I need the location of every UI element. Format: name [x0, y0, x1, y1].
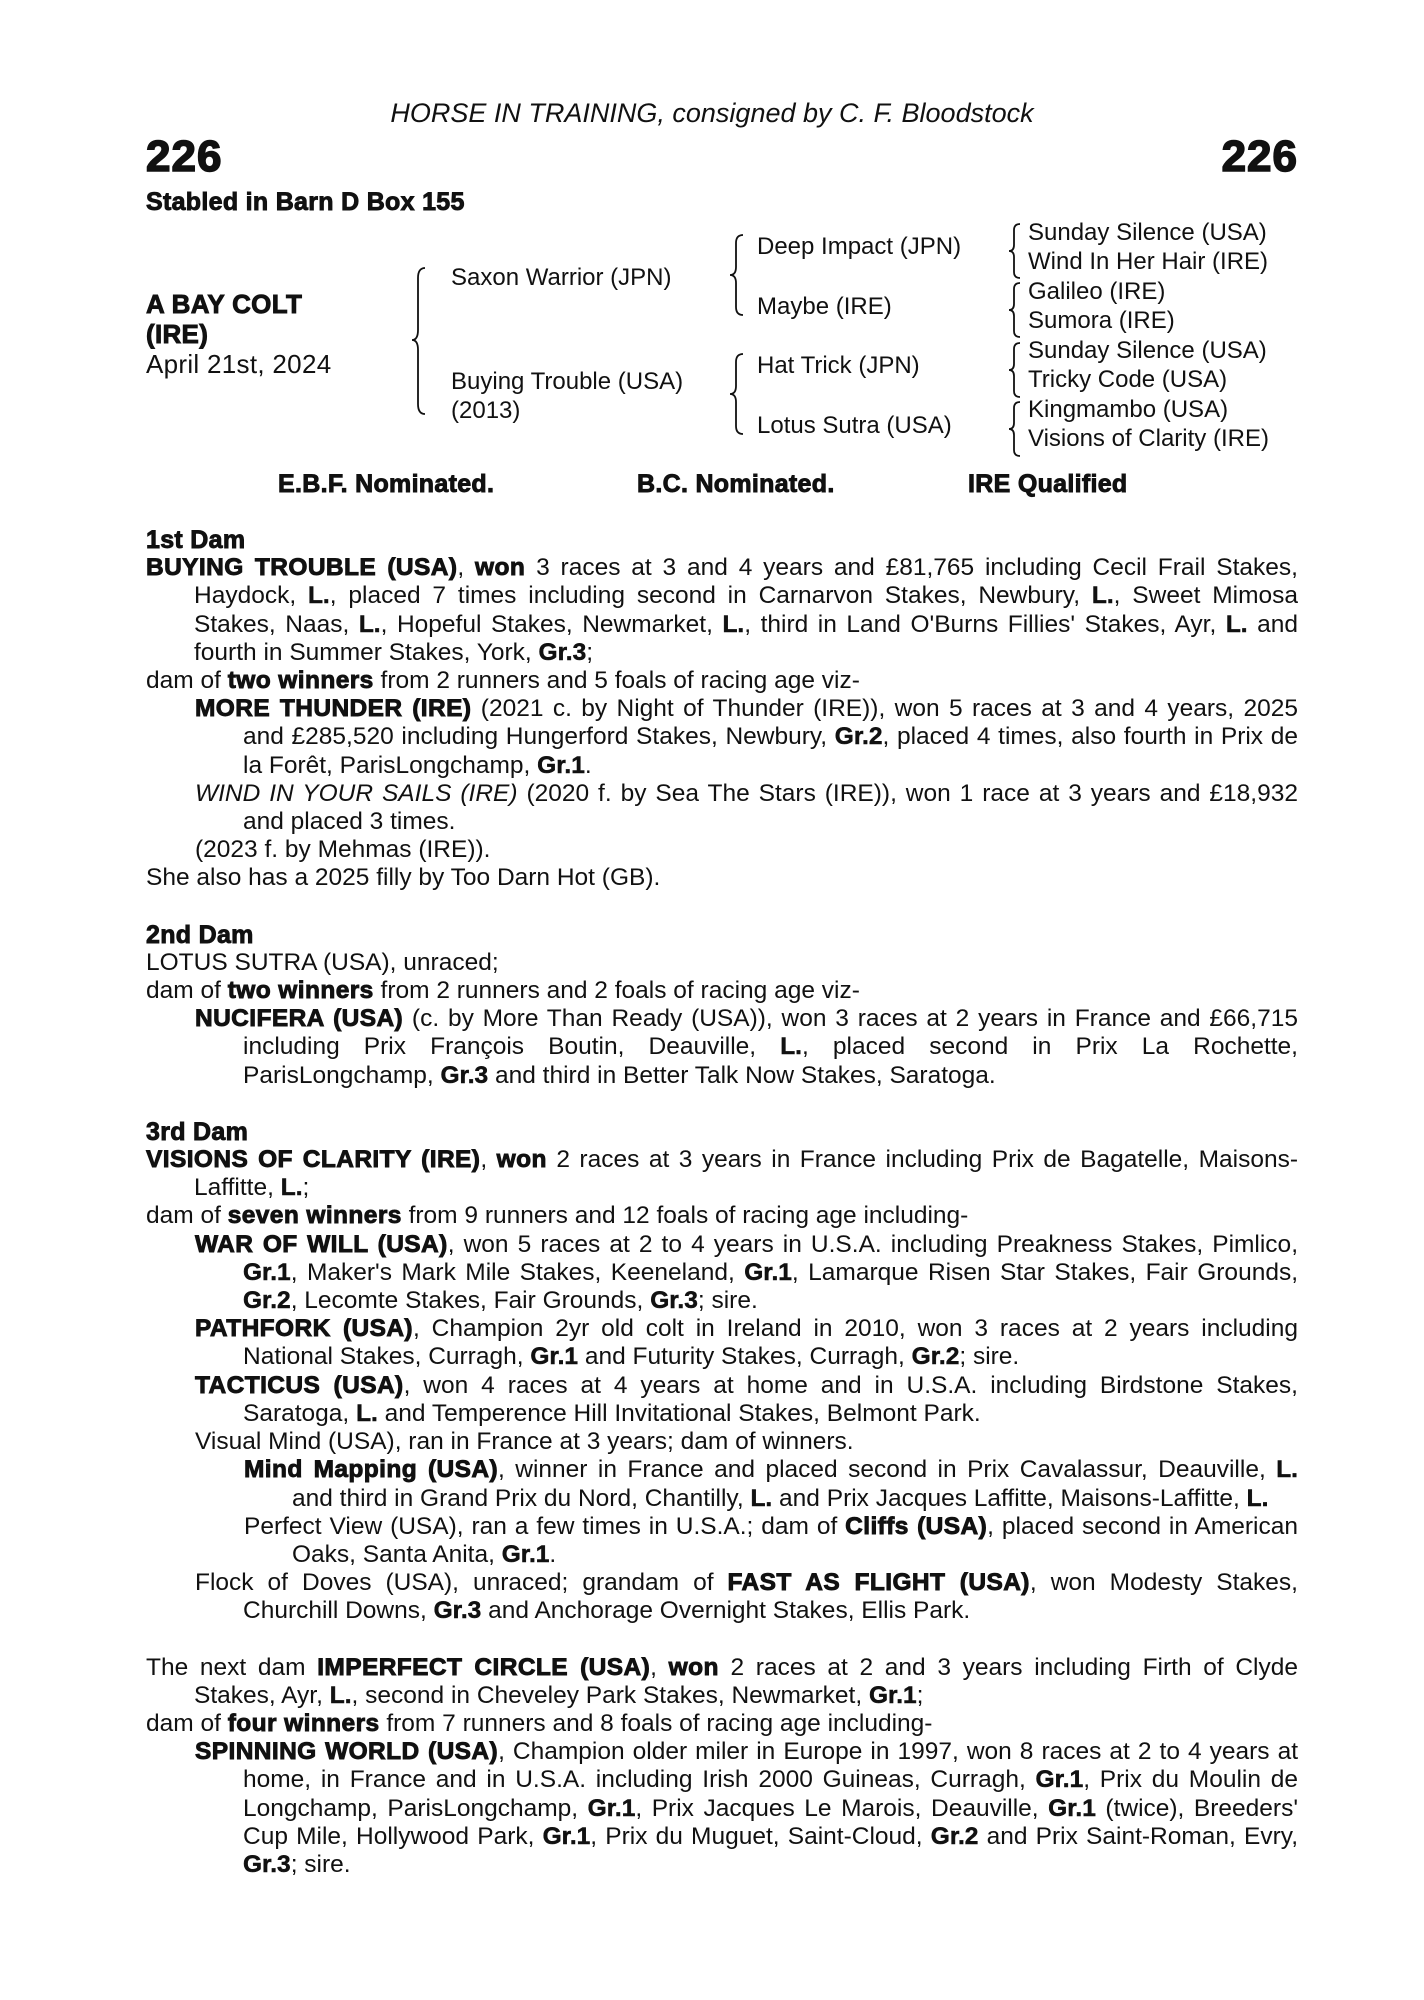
text: ; sire. [290, 1850, 351, 1878]
text: and Anchorage Overnight Stakes, Ellis Park. [481, 1597, 971, 1625]
progeny-2023-filly: (2023 f. by Mehmas (IRE)). [195, 836, 491, 864]
progeny-name: Cliffs (USA) [845, 1512, 988, 1540]
progeny-name: Mind Mapping (USA) [244, 1456, 498, 1484]
lot-number-right: 226 [1221, 132, 1298, 181]
text: dam of [146, 1709, 228, 1737]
text: , Prix Jacques Le Marois, Deauville, [635, 1794, 1049, 1822]
text: and Prix Saint-Roman, Evry, [978, 1822, 1299, 1850]
progeny-name: NUCIFERA (USA) [195, 1005, 404, 1033]
text: , won Modesty Stakes, Churchill Downs, [243, 1569, 1298, 1625]
group-label: Gr.1 [1035, 1766, 1084, 1794]
listed-label: L. [780, 1033, 802, 1061]
text: , Lamarque Risen Star Stakes, Fair Grounds, [791, 1258, 1298, 1286]
text: , Prix du Moulin de Longchamp, ParisLongchamp, [243, 1766, 1298, 1822]
text: (c. by More Than Ready (USA)), won 3 races at 2 years in France and £66,715 including Prix François Boutin, Deauville, [243, 1005, 1298, 1061]
text: , third in Land O'Burns Fillies' Stakes, Ayr, [744, 610, 1226, 638]
pedigree-sire-sire: Deep Impact (JPN) [757, 233, 962, 260]
pedigree-dam-sire: Hat Trick (JPN) [757, 352, 920, 379]
text: from 7 runners and 8 foals of racing age including- [379, 1709, 933, 1737]
text: (2021 c. by Night of Thunder (IRE)), won 5 races at 3 and 4 years, 2025 and £285,520 including Hungerford Stakes, Newbury, [243, 695, 1298, 751]
progeny-name: TACTICUS (USA) [195, 1371, 404, 1399]
second-dam-record: LOTUS SUTRA (USA), unraced; [146, 948, 499, 976]
text: , placed second in American Oaks, Santa Anita, [292, 1512, 1298, 1568]
progeny-war-of-will [146, 1231, 1298, 1316]
text: (2020 f. by Sea The Stars (IRE)), won 1 race at 3 years and £18,932 and placed 3 times. [243, 779, 1298, 836]
progeny-name: SPINNING WORLD (USA) [195, 1738, 499, 1766]
horse-country: (IRE) [146, 319, 209, 349]
pedigree-brace-gen3-3 [1008, 341, 1024, 399]
text: Flock of Doves (USA), unraced; grandam of [195, 1569, 728, 1597]
first-dam-name: BUYING TROUBLE (USA) [146, 554, 458, 582]
text: , won 4 races at 4 years at home and in U.S.A. including Birdstone Stakes, Saratoga, [243, 1371, 1298, 1427]
text: from 9 runners and 12 foals of racing age including- [401, 1202, 969, 1230]
winners-count: two winners [227, 667, 374, 695]
listed-label: L. [280, 1174, 303, 1202]
first-dam-heading: 1st Dam [146, 526, 246, 554]
ire-qualified: IRE Qualified [968, 470, 1128, 498]
text: and third in Grand Prix du Nord, Chantilly, [292, 1484, 751, 1512]
lot-number-left: 226 [146, 132, 223, 181]
won-label: won [668, 1653, 719, 1681]
group-label: Gr.1 [868, 1681, 917, 1709]
group-label: Gr.1 [501, 1540, 550, 1568]
group-label: Gr.1 [243, 1258, 291, 1286]
text: , won 5 races at 2 to 4 years in U.S.A. including Preakness Stakes, Pimlico, [447, 1230, 1298, 1258]
pedigree-gen3-6: Tricky Code (USA) [1028, 366, 1228, 393]
progeny-nucifera [146, 1005, 1298, 1090]
third-dam-produce-summary [146, 1202, 1298, 1230]
pedigree-gen3-1: Sunday Silence (USA) [1028, 219, 1267, 246]
next-dam-produce-summary [146, 1710, 1298, 1738]
stabling-location: Stabled in Barn D Box 155 [146, 188, 465, 216]
text: ; [586, 638, 594, 666]
foaling-date: April 21st, 2024 [146, 349, 332, 379]
text: , Prix du Muguet, Saint-Cloud, [590, 1822, 931, 1850]
pedigree-brace-gen2-dam [728, 352, 748, 436]
pedigree-gen3-2: Wind In Her Hair (IRE) [1028, 248, 1269, 275]
pedigree-gen3-7: Kingmambo (USA) [1028, 396, 1229, 423]
text: from 2 runners and 5 foals of racing age viz- [373, 667, 860, 695]
listed-label: L. [750, 1484, 773, 1512]
text: 3 races at 3 and 4 years and £81,765 including Cecil Frail Stakes, Haydock, [194, 554, 1298, 610]
text: and Temperence Hill Invitational Stakes, Belmont Park. [377, 1399, 981, 1427]
first-dam-produce-summary [146, 667, 1298, 695]
listed-label: L. [1246, 1484, 1269, 1512]
group-label: Gr.3 [538, 638, 587, 666]
pedigree-sire-dam: Maybe (IRE) [757, 293, 892, 320]
text: ; sire. [959, 1343, 1020, 1371]
pedigree-dam-year: (2013) [451, 397, 521, 424]
third-dam-name: VISIONS OF CLARITY (IRE) [146, 1146, 481, 1174]
progeny-more-thunder [146, 695, 1298, 780]
text: , Lecomte Stakes, Fair Grounds, [290, 1287, 651, 1315]
progeny-tacticus [146, 1372, 1298, 1428]
text: . [549, 1540, 557, 1568]
group-label: Gr.1 [1048, 1794, 1096, 1822]
text: ; [302, 1174, 310, 1202]
listed-label: L. [722, 610, 745, 638]
listed-label: L. [356, 1399, 378, 1427]
winners-count: seven winners [227, 1202, 402, 1230]
text: , Champion older miler in Europe in 1997, won 8 races at 2 to 4 years at home, in France and in U.S.A. including Irish 2000 Guineas, Curragh, [243, 1738, 1299, 1794]
pedigree-brace-gen3-1 [1008, 222, 1024, 280]
progeny-spinning-world [146, 1738, 1298, 1879]
group-label: Gr.3 [433, 1597, 482, 1625]
progeny-name: PATHFORK (USA) [195, 1315, 413, 1343]
group-label: Gr.3 [243, 1850, 291, 1878]
listed-label: L. [1276, 1456, 1298, 1484]
text: , winner in France and placed second in Prix Cavalassur, Deauville, [498, 1456, 1277, 1484]
listed-label: L. [329, 1681, 352, 1709]
text: , second in Cheveley Park Stakes, Newmarket, [351, 1681, 869, 1709]
pedigree-brace-gen2-sire [728, 233, 748, 317]
next-dam-record: The next dam IMPERFECT CIRCLE (USA), won 2 races at 2 and 3 years including Firth of Clyde Stakes, Ayr, L., second in Cheveley Park Stakes, Newmarket, Gr.1; [146, 1653, 1298, 1709]
text: and fourth in Summer Stakes, York, [194, 610, 1299, 666]
listed-label: L. [307, 582, 330, 610]
winners-count: two winners [227, 977, 374, 1005]
progeny-name: WIND IN YOUR SAILS (IRE) [195, 779, 518, 807]
next-dam-name: IMPERFECT CIRCLE (USA) [317, 1653, 651, 1681]
text: Perfect View (USA), ran a few times in U.S.A.; dam of [244, 1512, 846, 1540]
text: dam of [146, 667, 228, 695]
pedigree-brace-gen3-2 [1008, 281, 1024, 339]
catalogue-header-title: HORSE IN TRAINING, consigned by C. F. Bloodstock [390, 98, 1034, 128]
horse-description [146, 289, 331, 379]
pedigree-brace-gen3-4 [1008, 400, 1024, 458]
second-dam-produce-summary [146, 977, 1298, 1005]
listed-label: L. [1091, 582, 1114, 610]
group-label: Gr.1 [530, 1343, 579, 1371]
progeny-mind-mapping [146, 1456, 1298, 1512]
pedigree-gen3-8: Visions of Clarity (IRE) [1028, 425, 1269, 452]
group-label: Gr.1 [744, 1258, 792, 1286]
text: 2 races at 3 years in France including Prix de Bagatelle, Maisons-Laffitte, [194, 1146, 1298, 1202]
second-dam-heading: 2nd Dam [146, 920, 254, 949]
progeny-name: MORE THUNDER (IRE) [195, 695, 472, 723]
progeny-visual-mind: Visual Mind (USA), ran in France at 3 years; dam of winners. [195, 1428, 854, 1456]
won-label: won [496, 1146, 547, 1174]
listed-label: L. [358, 610, 381, 638]
first-dam-record: BUYING TROUBLE (USA), won 3 races at 3 and 4 years and £81,765 including Cecil Frail Stakes, Haydock, L., placed 7 times including second in Carnarvon Stakes, Newbury, L., Sweet Mimosa Stakes, Naas, L., Hopeful Stakes, Newmarket, L., third in Land O'Burns Fillies' Stakes, Ayr, L. and fourth in Summer Stakes, York, Gr.3; [146, 554, 1299, 666]
text: , placed second in Prix La Rochette, ParisLongchamp, [243, 1033, 1298, 1089]
group-label: Gr.2 [930, 1822, 979, 1850]
group-label: Gr.1 [537, 751, 585, 779]
text: . [584, 751, 592, 779]
text: from 2 runners and 2 foals of racing age viz- [373, 977, 860, 1005]
group-label: Gr.3 [650, 1287, 698, 1315]
text: and Futurity Stakes, Curragh, [578, 1343, 912, 1371]
group-label: Gr.2 [243, 1287, 291, 1315]
first-dam-also-note: She also has a 2025 filly by Too Darn Hot (GB). [146, 864, 661, 892]
group-label: Gr.1 [587, 1794, 636, 1822]
progeny-perfect-view [146, 1513, 1298, 1569]
text: , Champion 2yr old colt in Ireland in 2010, won 3 races at 2 years including National Stakes, Curragh, [243, 1315, 1298, 1371]
text: The next dam [146, 1653, 318, 1681]
progeny-name: FAST AS FLIGHT (USA) [727, 1569, 1030, 1597]
text: dam of [146, 977, 228, 1005]
pedigree-dam: Buying Trouble (USA) [451, 368, 684, 395]
catalogue-body [146, 526, 1298, 1879]
text: , Maker's Mark Mile Stakes, Keeneland, [290, 1258, 745, 1286]
third-dam-heading: 3rd Dam [146, 1117, 249, 1146]
group-label: Gr.1 [542, 1822, 591, 1850]
text: and Prix Jacques Laffitte, Maisons-Laffitte, [772, 1484, 1247, 1512]
pedigree-gen3-3: Galileo (IRE) [1028, 278, 1166, 305]
text: , Hopeful Stakes, Newmarket, [380, 610, 723, 638]
text: ; sire. [697, 1287, 758, 1315]
pedigree-gen3-4: Sumora (IRE) [1028, 307, 1175, 334]
pedigree-dam-dam: Lotus Sutra (USA) [757, 412, 952, 439]
text: 2 races at 2 and 3 years including Firth of Clyde Stakes, Ayr, [194, 1653, 1298, 1709]
pedigree-brace-gen1 [410, 266, 430, 416]
group-label: Gr.2 [911, 1343, 960, 1371]
pedigree-sire: Saxon Warrior (JPN) [451, 264, 672, 291]
winners-count: four winners [227, 1709, 380, 1737]
progeny-pathfork [146, 1315, 1298, 1371]
progeny-flock-of-doves [146, 1569, 1298, 1625]
text: (twice), Breeders' Cup Mile, Hollywood Park, [243, 1794, 1299, 1850]
progeny-name: WAR OF WILL (USA) [195, 1230, 448, 1258]
bc-nominated: B.C. Nominated. [637, 470, 835, 498]
text: ; [916, 1681, 924, 1709]
won-label: won [475, 554, 526, 582]
group-label: Gr.2 [834, 723, 883, 751]
progeny-wind-in-your-sails [146, 780, 1298, 836]
text: , placed 7 times including second in Carnarvon Stakes, Newbury, [329, 582, 1092, 610]
text: and third in Better Talk Now Stakes, Saratoga. [488, 1061, 996, 1089]
third-dam-record: VISIONS OF CLARITY (IRE), won 2 races at 3 years in France including Prix de Bagatelle, Maisons-Laffitte, L.; [146, 1146, 1298, 1202]
text: dam of [146, 1202, 228, 1230]
text: , placed 4 times, also fourth in Prix de la Forêt, ParisLongchamp, [243, 723, 1298, 779]
ebf-nominated: E.B.F. Nominated. [278, 470, 495, 498]
listed-label: L. [1225, 610, 1248, 638]
group-label: Gr.3 [440, 1061, 489, 1089]
pedigree-gen3-5: Sunday Silence (USA) [1028, 337, 1267, 364]
horse-sex-color: A BAY COLT [146, 289, 303, 319]
text: , Sweet Mimosa Stakes, Naas, [194, 582, 1298, 638]
